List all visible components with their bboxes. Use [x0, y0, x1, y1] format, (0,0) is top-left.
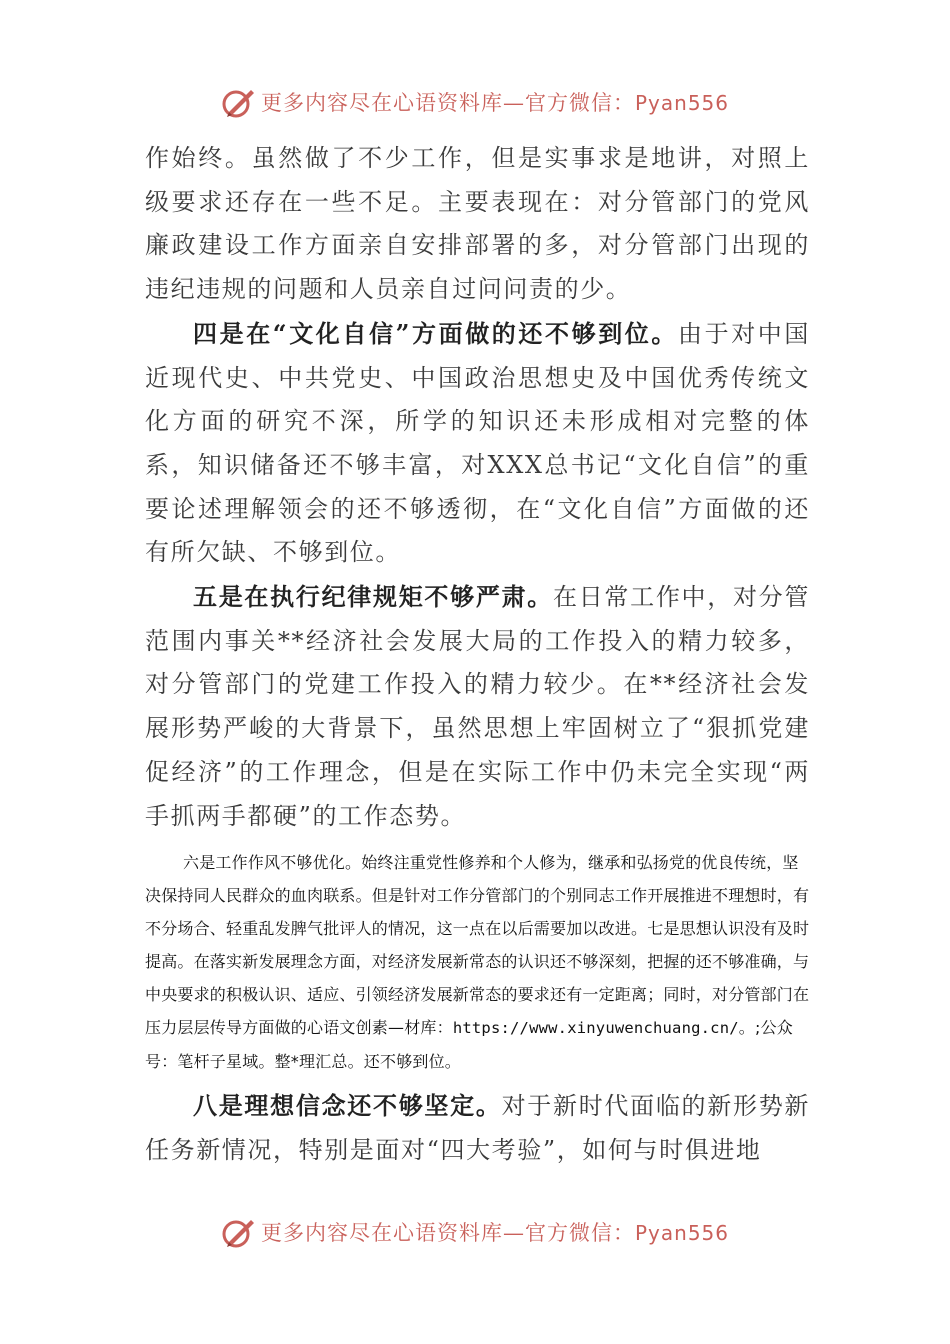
header-banner: [0, 82, 950, 122]
paragraph-2-body: 由于对中国近现代史、中共党史、中国政治思想史及中国优秀传统文化方面的研究不深，所学的知识还未形成相对完整的体系，知识储备还不够丰富，对XXX总书记“文化自信”的重要论述理解领会的还不够透彻，在“文化自信”方面做的还有所欠缺、不够到位。: [145, 319, 810, 567]
paragraph-3: [145, 575, 810, 838]
paragraph-5-heading: 八是理想信念还不够坚定。: [193, 1091, 502, 1121]
paragraph-2-heading: 四是在“文化自信”方面做的还不够到位。: [193, 318, 678, 348]
wechat-id: Pyan556: [634, 91, 729, 115]
document-body: [145, 137, 810, 1173]
paragraph-2: [145, 312, 810, 575]
paragraph-1: 作始终。虽然做了不少工作，但是实事求是地讲，对照上级要求还存在一些不足。主要表现在：对分管部门的党风廉政建设工作方面亲自安排部署的多，对分管部门出现的违纪违规的问题和人员亲自过问问责的少。: [145, 144, 810, 304]
paragraph-4-tail: 。;公众号：笔杆子星域。整*理汇总。还不够到位。: [145, 1018, 793, 1072]
wechat-id: Pyan556: [634, 1221, 729, 1245]
paragraph-5: [145, 1084, 810, 1172]
paragraph-5-body: 对于新时代面临的新形势新任务新情况，特别是面对“四大考验”，如何与时俱进地: [145, 1092, 811, 1164]
pen-logo-icon: [221, 84, 257, 120]
banner-text: 更多内容尽在心语资料库—官方微信：Pyan556: [260, 91, 729, 115]
paragraph-3-heading: 五是在执行纪律规矩不够严肃。: [193, 582, 553, 612]
pen-logo-icon: [221, 1214, 257, 1250]
paragraph-4: [145, 846, 810, 1078]
paragraph-4-url: https://www.xinyuwenchuang.cn/: [452, 1019, 739, 1038]
paragraph-3-body: 在日常工作中，对分管范围内事关**经济社会发展大局的工作投入的精力较多，对分管部门的党建工作投入的精力较少。在**经济社会发展形势严峻的大背景下，虽然思想上牢固树立了“狠抓党建促经济”的工作理念，但是在实际工作中仍未完全实现“两手抓两手都硬”的工作态势。: [145, 583, 810, 830]
footer-banner: [0, 1212, 950, 1252]
banner-text: 更多内容尽在心语资料库—官方微信：Pyan556: [260, 1221, 729, 1245]
paragraph-4-body: 六是工作作风不够优化。始终注重党性修养和个人修为，继承和弘扬党的优良传统，坚决保持同人民群众的血肉联系。但是针对工作分管部门的个别同志工作开展推进不理想时，有不分场合、轻重乱发脾气批评人的情况，这一点在以后需要加以改进。七是思想认识没有及时提高。在落实新发展理念方面，对经济发展新常态的认识还不够深刻，把握的还不够准确，与中央要求的积极认识、适应、引领经济发展新常态的要求还有一定距离；同时，对分管部门在压力层层传导方面做的心语文创素—材库：: [145, 853, 810, 1038]
